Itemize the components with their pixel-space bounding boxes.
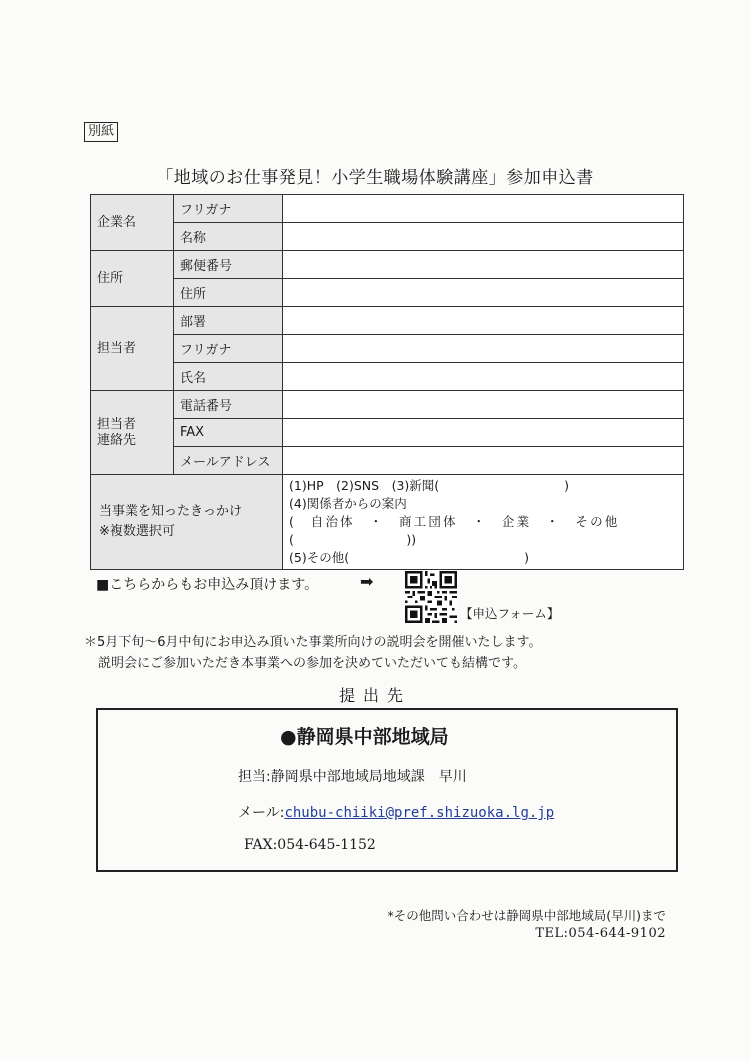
form-title: 「地域のお仕事発見！小学生職場体験講座」参加申込書 bbox=[156, 168, 594, 188]
postal-code-label: 郵便番号 bbox=[174, 251, 283, 279]
note-line-1: ＊5月下旬～6月中旬にお申込み頂いた事業所向けの説明会を開催いたします。 bbox=[84, 635, 542, 650]
submit-mail-row bbox=[238, 802, 554, 822]
submit-box bbox=[96, 708, 678, 872]
footer-tel: TEL:054-644-9102 bbox=[535, 926, 666, 941]
email-field[interactable] bbox=[283, 447, 684, 475]
department-label: 部署 bbox=[174, 307, 283, 335]
phone-field[interactable] bbox=[283, 391, 684, 419]
email-label: メールアドレス bbox=[174, 447, 283, 475]
submit-org: ●静岡県中部地域局 bbox=[280, 726, 449, 748]
fax-field[interactable] bbox=[283, 419, 684, 447]
online-apply-text: ■こちらからもお申込み頂けます。 bbox=[96, 577, 319, 593]
company-name-label: 名称 bbox=[174, 223, 283, 251]
trigger-label-line1: 当事業を知ったきっかけ bbox=[99, 504, 243, 519]
fax-label: FAX bbox=[174, 419, 283, 447]
contact-group-label bbox=[91, 391, 174, 475]
postal-code-field[interactable] bbox=[283, 251, 684, 279]
mail-link[interactable]: chubu-chiiki@pref.shizuoka.lg.jp bbox=[284, 805, 555, 821]
company-furigana-label: フリガナ bbox=[174, 195, 283, 223]
address-group-label: 住所 bbox=[91, 251, 174, 307]
trigger-option-5[interactable]: (5)その他( ) bbox=[289, 550, 529, 565]
submit-fax: FAX:054-645-1152 bbox=[244, 837, 376, 853]
qr-code-icon[interactable] bbox=[405, 571, 457, 623]
note-line-2: 説明会にご参加いただき本事業への参加を決めていただいても結構です。 bbox=[98, 656, 526, 671]
company-furigana-field[interactable] bbox=[283, 195, 684, 223]
person-name-field[interactable] bbox=[283, 363, 684, 391]
person-furigana-label: フリガナ bbox=[174, 335, 283, 363]
person-name-label: 氏名 bbox=[174, 363, 283, 391]
submit-heading: 提出先 bbox=[338, 686, 411, 705]
company-name-field[interactable] bbox=[283, 223, 684, 251]
qr-caption: 【申込フォーム】 bbox=[460, 606, 560, 621]
contact-group-line2: 連絡先 bbox=[97, 432, 137, 448]
attachment-tag: 別紙 bbox=[84, 122, 118, 142]
trigger-label-line2: ※複数選択可 bbox=[99, 524, 175, 539]
application-form bbox=[90, 194, 684, 570]
phone-label: 電話番号 bbox=[174, 391, 283, 419]
trigger-option-4-choices[interactable]: ( 自治体 ・ 商工団体 ・ 企業 ・ その他 bbox=[289, 514, 620, 529]
trigger-option-1-3[interactable]: (1)HP (2)SNS (3)新聞( ) bbox=[289, 478, 570, 493]
trigger-options[interactable] bbox=[283, 475, 684, 570]
address-field[interactable] bbox=[283, 279, 684, 307]
submit-contact-person: 担当:静岡県中部地域局地域課 早川 bbox=[238, 769, 467, 785]
arrow-right-icon: ➡ bbox=[360, 572, 374, 591]
footer-inquiry: *その他問い合わせは静岡県中部地域局(早川)まで bbox=[387, 908, 666, 923]
trigger-option-4-other[interactable]: ( )) bbox=[289, 532, 417, 547]
company-group-label: 企業名 bbox=[91, 195, 174, 251]
trigger-label bbox=[91, 475, 283, 570]
mail-label: メール: bbox=[238, 805, 285, 821]
contact-group-line1: 担当者 bbox=[97, 416, 137, 432]
person-furigana-field[interactable] bbox=[283, 335, 684, 363]
department-field[interactable] bbox=[283, 307, 684, 335]
address-label: 住所 bbox=[174, 279, 283, 307]
trigger-option-4[interactable]: (4)関係者からの案内 bbox=[289, 496, 407, 511]
person-group-label: 担当者 bbox=[91, 307, 174, 391]
